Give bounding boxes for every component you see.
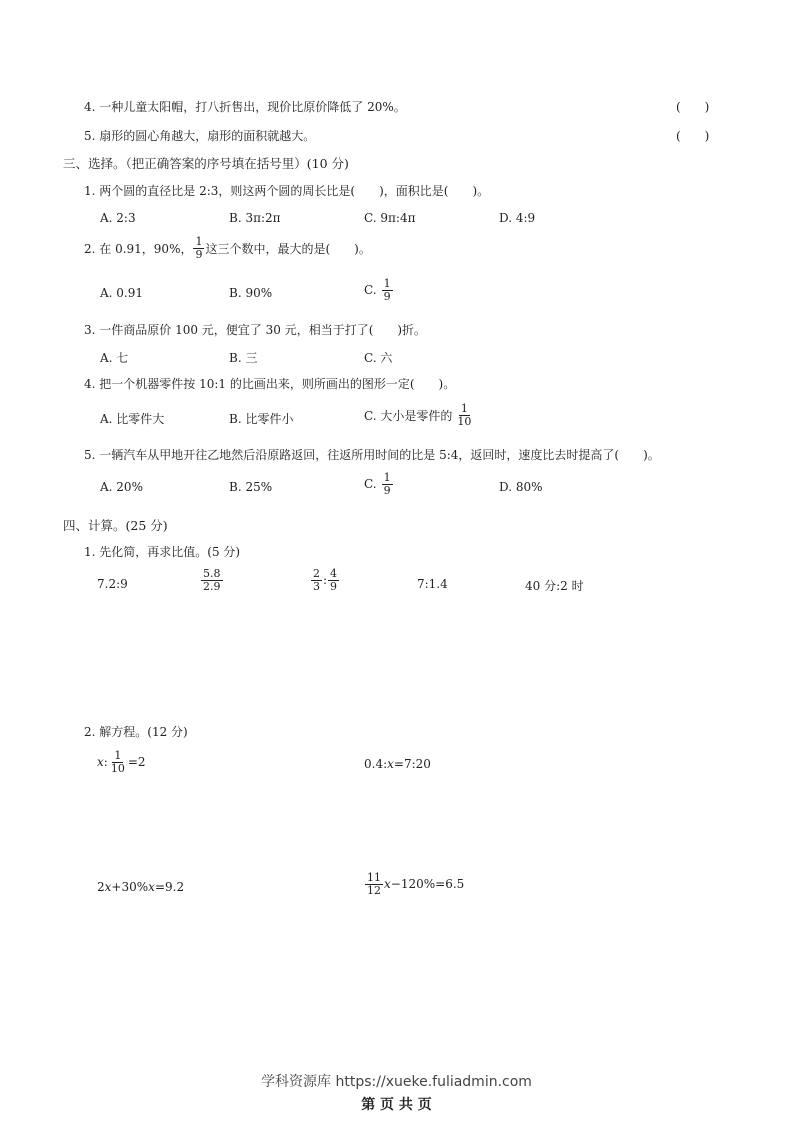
calc-part2-title: 2. 解方程。(12 分) xyxy=(84,725,188,739)
choice-q2-option-b[interactable]: B. 90% xyxy=(229,286,273,300)
ratio-colon: : xyxy=(323,573,328,588)
fraction xyxy=(311,568,322,592)
variable-x: x xyxy=(384,877,391,892)
choice-q1-option-b[interactable]: B. 3π:2π xyxy=(229,211,281,225)
choice-q2-question xyxy=(84,236,371,260)
variable-x: x xyxy=(148,880,155,894)
fraction-numerator: 1 xyxy=(383,277,391,290)
choice-q4-text: 4. 把一个机器零件按 10:1 的比画出来，则所画出的图形一定( )。 xyxy=(84,377,456,391)
choice-q2-fraction xyxy=(193,236,204,260)
equation-rhs: =7:20 xyxy=(393,757,431,771)
equation-rhs: −120%=6.5 xyxy=(390,877,465,892)
footer-page-number: 第 页 共 页 xyxy=(361,1097,432,1113)
equation-3 xyxy=(97,880,184,894)
option-label: C. xyxy=(364,477,377,492)
ratio-colon: : xyxy=(103,755,108,770)
judge-q5-blank[interactable]: ( ) xyxy=(676,129,710,143)
equation-lhs: 0.4: xyxy=(364,757,388,771)
choice-q2-prefix: 2. 在 0.91，90%， xyxy=(84,241,193,256)
choice-q4-option-c[interactable] xyxy=(364,403,474,427)
choice-q2-option-c[interactable] xyxy=(364,278,394,302)
choice-q1-option-c[interactable]: C. 9π:4π xyxy=(364,211,416,225)
choice-q2-option-a[interactable]: A. 0.91 xyxy=(100,286,144,300)
fraction-numerator: 5.8 xyxy=(203,567,221,580)
option-fraction xyxy=(382,472,393,496)
option-label: C. 大小是零件的 xyxy=(364,408,453,423)
equation-rhs: =9.2 xyxy=(154,880,185,894)
fraction-numerator: 1 xyxy=(460,402,468,415)
choice-q5-option-c[interactable] xyxy=(364,472,394,496)
judge-q4-text: 4. 一种儿童太阳帽，打八折售出，现价比原价降低了 20%。 xyxy=(84,100,406,114)
calc-section-header: 四、计算。(25 分) xyxy=(63,518,168,533)
choice-q4-option-a[interactable]: A. 比零件大 xyxy=(100,412,165,426)
choice-q3-option-a[interactable]: A. 七 xyxy=(100,351,129,365)
option-label: C. xyxy=(364,283,377,298)
equation-2 xyxy=(364,757,431,771)
choice-q5-option-a[interactable]: A. 20% xyxy=(100,480,143,494)
fraction-denominator: 9 xyxy=(383,483,391,497)
choice-q5-option-b[interactable]: B. 25% xyxy=(229,480,273,494)
choice-q3-text: 3. 一件商品原价 100 元，便宜了 30 元，相当于打了( )折。 xyxy=(84,323,427,337)
fraction-denominator: 9 xyxy=(383,289,391,303)
choice-q1-text: 1. 两个圆的直径比是 2:3，则这两个圆的周长比是( )，面积比是( )。 xyxy=(84,184,490,198)
choice-q1-option-d[interactable]: D. 4:9 xyxy=(499,211,536,225)
fraction-numerator: 4 xyxy=(330,567,338,580)
fraction-numerator: 2 xyxy=(313,567,320,580)
choice-q1-option-a[interactable]: A. 2:3 xyxy=(100,211,136,225)
ratio-expr-2 xyxy=(200,568,224,592)
equation-term: +30% xyxy=(111,880,149,894)
fraction xyxy=(328,568,339,592)
option-fraction xyxy=(382,278,393,302)
fraction-numerator: 1 xyxy=(383,471,391,484)
ratio-expr-4: 7:1.4 xyxy=(417,577,448,591)
fraction-denominator: 2.9 xyxy=(203,579,221,593)
fraction-denominator: 10 xyxy=(110,761,125,775)
fraction-denominator: 10 xyxy=(457,414,472,428)
footer-website: 学科资源库 https://xueke.fuliadmin.com xyxy=(261,1074,532,1090)
judge-q5-text: 5. 扇形的圆心角越大，扇形的面积就越大。 xyxy=(84,129,316,143)
ratio-expr-5: 40 分:2 时 xyxy=(525,579,584,593)
choice-q3-option-c[interactable]: C. 六 xyxy=(364,351,393,365)
fraction-numerator: 1 xyxy=(195,235,203,248)
fraction-denominator: 12 xyxy=(367,883,381,897)
option-fraction xyxy=(455,403,473,427)
variable-x: x xyxy=(97,755,104,770)
choice-q2-suffix: 这三个数中，最大的是( )。 xyxy=(205,241,371,256)
equation-1 xyxy=(97,750,146,774)
equation-4 xyxy=(364,872,464,896)
fraction-denominator: 3 xyxy=(313,579,320,593)
choice-q5-text: 5. 一辆汽车从甲地开往乙地然后沿原路返回，往返所用时间的比是 5:4，返回时，速度比去时提高了( )。 xyxy=(84,448,660,462)
choice-q5-option-d[interactable]: D. 80% xyxy=(499,480,543,494)
fraction-denominator: 9 xyxy=(195,247,203,261)
fraction xyxy=(109,750,127,774)
fraction-numerator: 11 xyxy=(367,871,381,884)
choice-q4-option-b[interactable]: B. 比零件小 xyxy=(229,412,294,426)
choice-q3-option-b[interactable]: B. 三 xyxy=(229,351,258,365)
ratio-expr-3 xyxy=(310,568,340,592)
fraction xyxy=(365,872,383,896)
judge-q4-blank[interactable]: ( ) xyxy=(676,100,710,114)
fraction xyxy=(201,568,223,592)
equation-coef: 2 xyxy=(97,880,105,894)
fraction-numerator: 1 xyxy=(114,749,122,762)
ratio-expr-1: 7.2:9 xyxy=(97,577,128,591)
fraction-denominator: 9 xyxy=(330,579,338,593)
equation-rhs: =2 xyxy=(127,755,146,770)
calc-part1-title: 1. 先化简，再求比值。(5 分) xyxy=(84,545,241,559)
choice-section-header: 三、选择。（把正确答案的序号填在括号里）(10 分) xyxy=(63,156,349,171)
variable-x: x xyxy=(387,757,394,771)
variable-x: x xyxy=(104,880,112,894)
